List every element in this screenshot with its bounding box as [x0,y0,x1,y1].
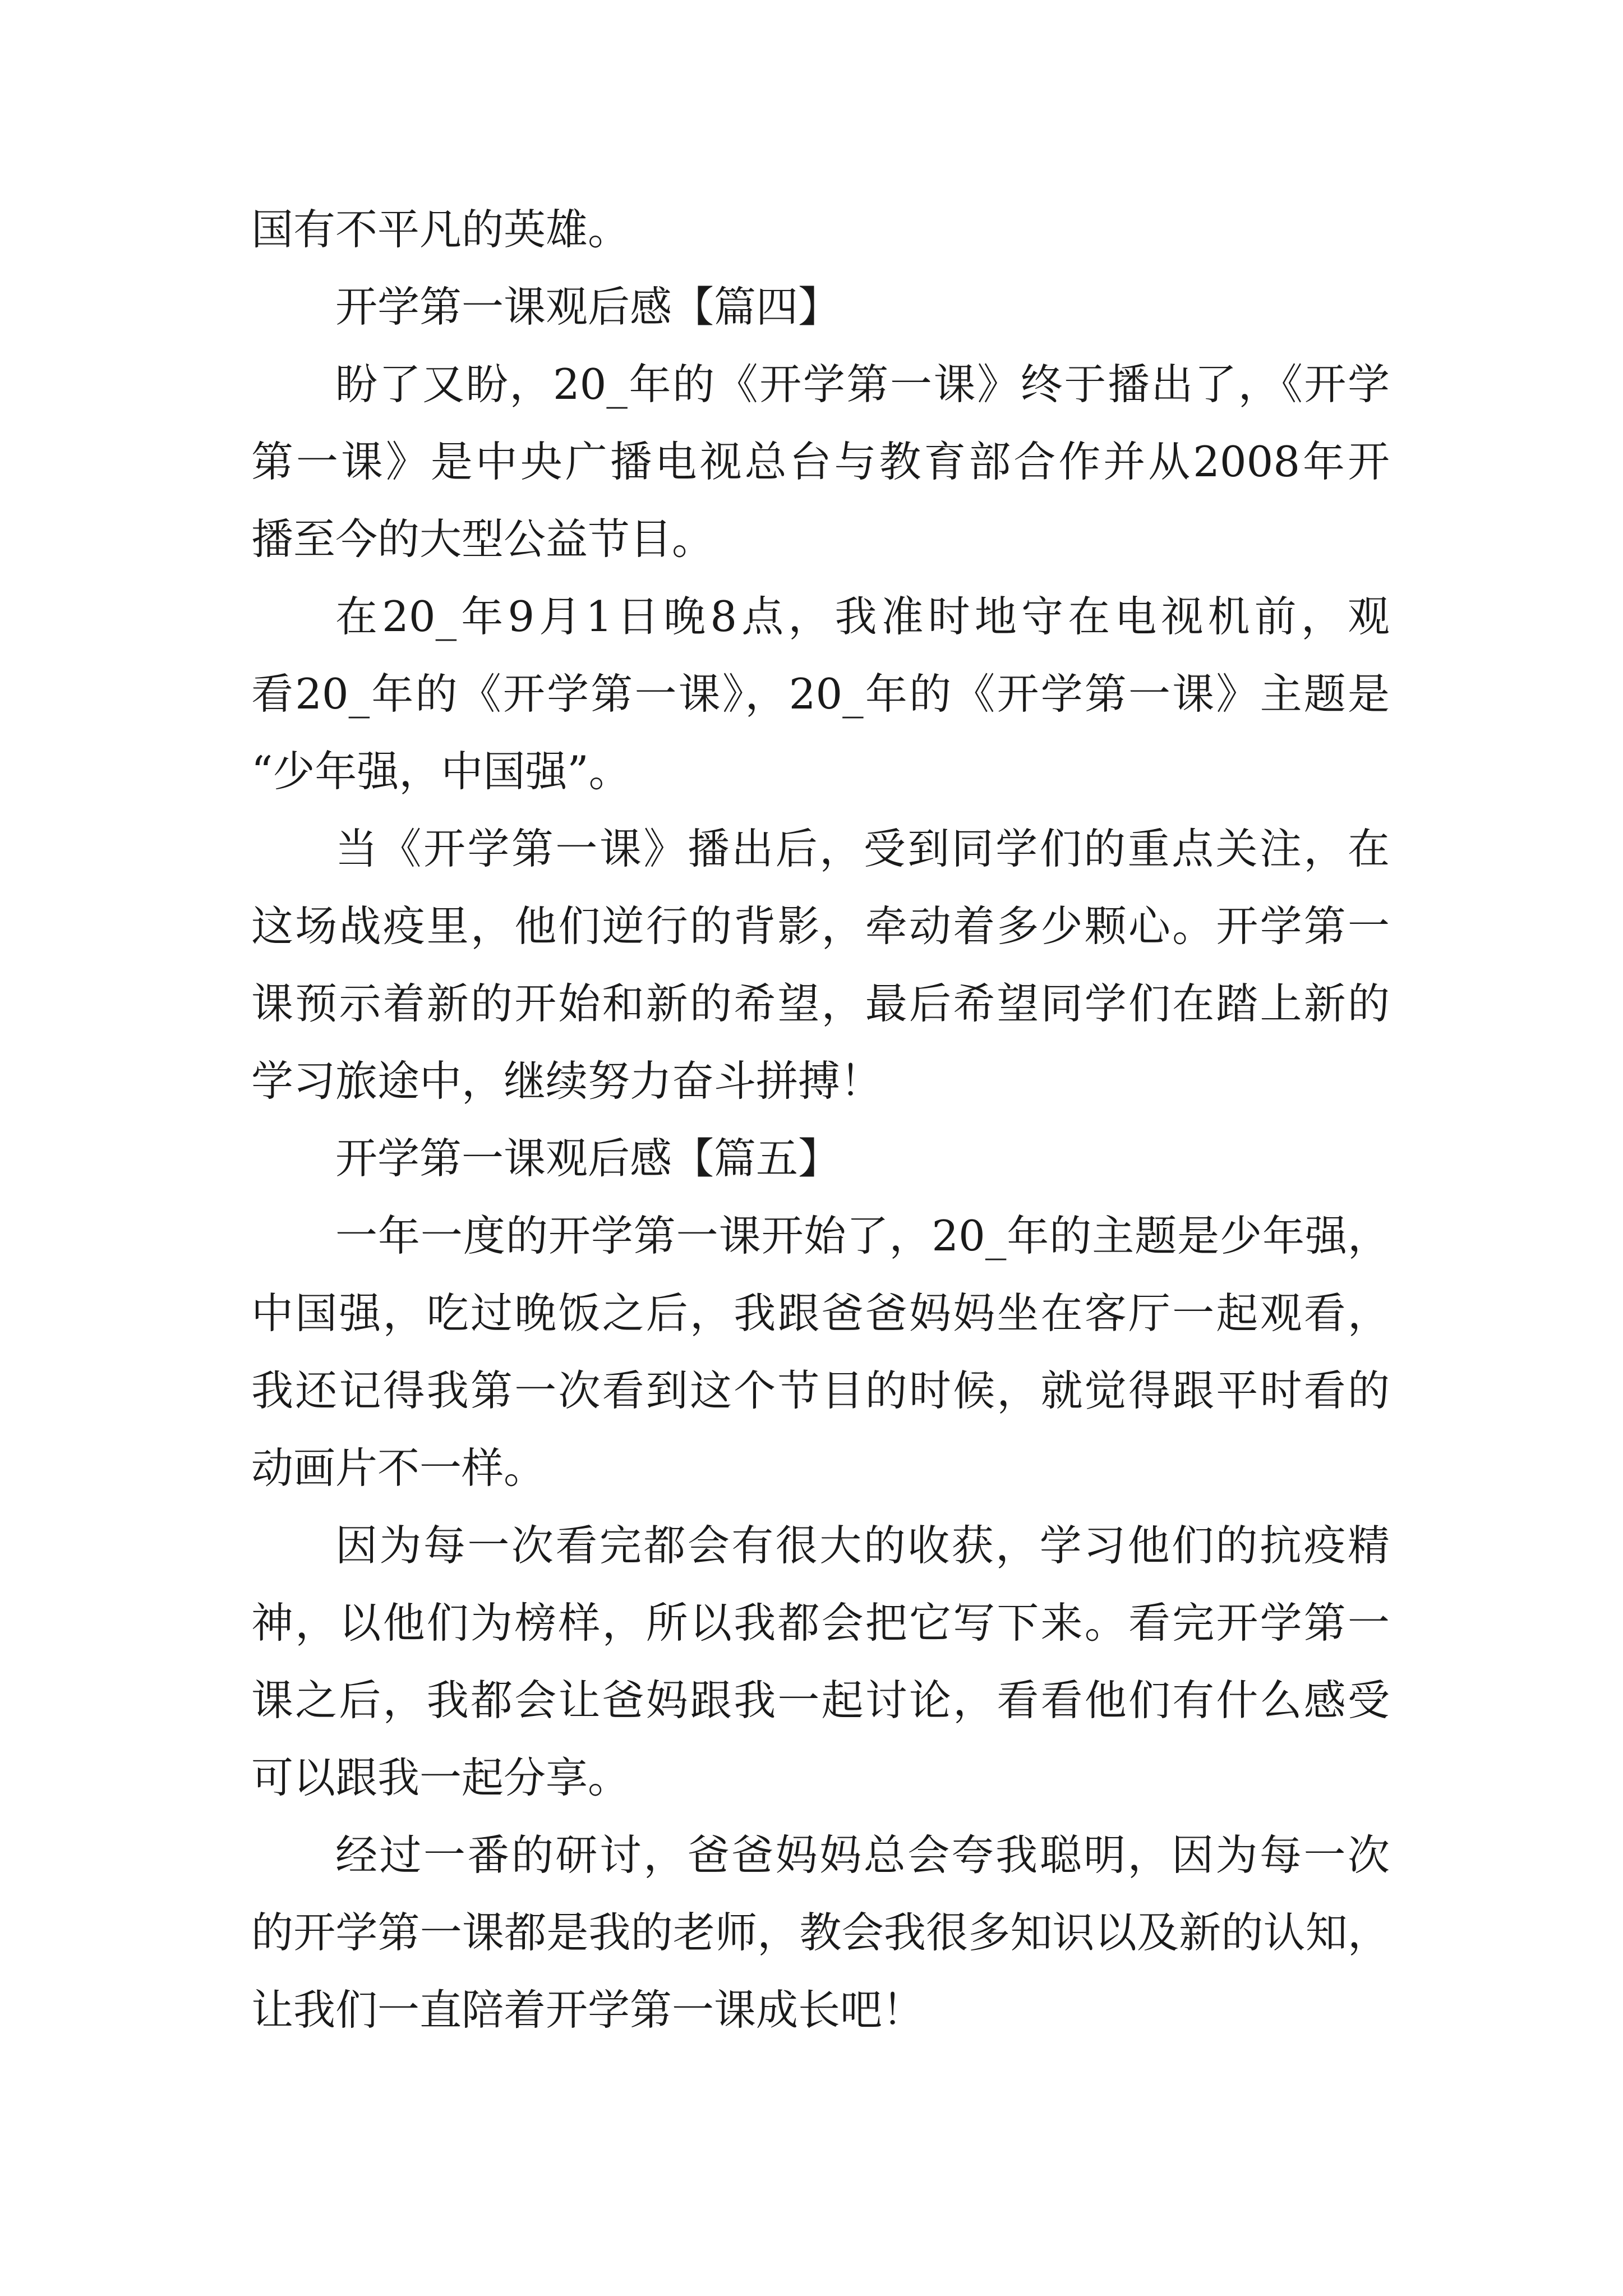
text-line: “少年强，中国强”。 [251,747,631,796]
text-line: 这场战疫里，他们逆行的背影，牵动着多少颗心。开学第一 [251,901,1390,951]
text-line: 在20_年9月1日晚8点，我准时地守在电视机前，观 [335,592,1390,641]
text-line: 开学第一课观后感【篇四】 [335,282,841,332]
text-line: 课之后，我都会让爸妈跟我一起讨论，看看他们有什么感受 [251,1676,1390,1725]
text-line: 课预示着新的开始和新的希望，最后希望同学们在踏上新的 [251,979,1390,1028]
text-line: 当《开学第一课》播出后，受到同学们的重点关注，在 [335,824,1390,873]
text-line: 学习旅途中，继续努力奋斗拼搏！ [251,1056,883,1106]
text-line: 开学第一课观后感【篇五】 [335,1134,841,1183]
document-body [251,191,1390,2049]
text-line: 国有不平凡的英雄。 [251,205,630,254]
text-line: 可以跟我一起分享。 [251,1753,630,1802]
text-line: 经过一番的研讨，爸爸妈妈总会夸我聪明，因为每一次 [335,1830,1390,1880]
text-line: 的开学第一课都是我的老师，教会我很多知识以及新的认知， [251,1908,1390,1957]
text-line: 盼了又盼，20_年的《开学第一课》终于播出了，《开学 [335,360,1390,409]
text-line: 播至今的大型公益节目。 [251,514,714,564]
text-line: 一年一度的开学第一课开始了，20_年的主题是少年强， [335,1211,1390,1260]
text-line: 神，以他们为榜样，所以我都会把它写下来。看完开学第一 [251,1598,1390,1648]
text-line: 因为每一次看完都会有很大的收获，学习他们的抗疫精 [335,1521,1390,1570]
text-line: 动画片不一样。 [251,1443,546,1493]
text-line: 第一课》是中央广播电视总台与教育部合作并从2008年开 [251,437,1390,486]
text-line: 我还记得我第一次看到这个节目的时候，就觉得跟平时看的 [251,1366,1390,1415]
text-line: 让我们一直陪着开学第一课成长吧！ [251,1985,925,2035]
text-line: 看20_年的《开学第一课》，20_年的《开学第一课》主题是 [251,669,1390,719]
text-line: 中国强，吃过晚饭之后，我跟爸爸妈妈坐在客厅一起观看， [251,1289,1390,1338]
